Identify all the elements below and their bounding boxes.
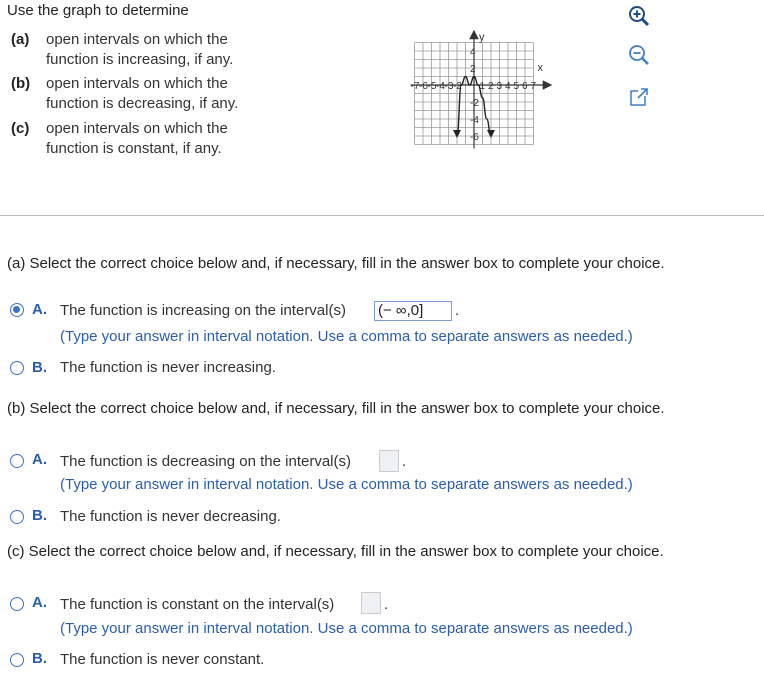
x-tick-label: -6 bbox=[419, 81, 428, 92]
popout-button[interactable] bbox=[628, 86, 650, 108]
y-tick-label: 4 bbox=[470, 47, 476, 58]
part-a-desc bbox=[46, 30, 233, 70]
part-b-prompt: (b) Select the correct choice below and, if necessary, fill in the answer box to complete your choice. bbox=[7, 400, 665, 417]
zoom-out-icon bbox=[628, 44, 650, 66]
x-tick-label: -4 bbox=[436, 81, 445, 92]
x-tick-label: -3 bbox=[444, 81, 454, 92]
x-tick-label: 2 bbox=[488, 81, 494, 92]
zoom-out-button[interactable] bbox=[628, 44, 650, 66]
part-b-line2: function is decreasing, if any. bbox=[46, 95, 239, 112]
part-c-option-a-radio[interactable] bbox=[10, 597, 24, 611]
y-axis-label: y bbox=[479, 31, 485, 44]
curve-left-arrow bbox=[453, 130, 461, 138]
part-c-option-b-letter: B. bbox=[32, 650, 47, 667]
part-c-line1: open intervals on which the bbox=[46, 120, 228, 137]
part-a-option-b-text: The function is never increasing. bbox=[60, 359, 276, 376]
part-b-desc bbox=[46, 74, 238, 114]
part-c-option-a-text: The function is constant on the interval(s) bbox=[60, 596, 335, 613]
part-b-option-b-radio[interactable] bbox=[10, 510, 24, 524]
part-b-option-a-hint: (Type your answer in interval notation. Use a comma to separate answers as needed.) bbox=[60, 476, 633, 493]
function-graph bbox=[360, 0, 620, 160]
part-b-option-a-radio[interactable] bbox=[10, 454, 24, 468]
part-c-option-b-text: The function is never constant. bbox=[60, 651, 265, 668]
x-tick-label: 7 bbox=[530, 81, 537, 92]
y-tick-label: 2 bbox=[470, 64, 476, 75]
instruction-text: Use the graph to determine bbox=[7, 2, 189, 19]
y-tick-label: -6 bbox=[470, 132, 479, 143]
part-a-option-a-radio[interactable] bbox=[10, 303, 24, 317]
x-tick-label: -2 bbox=[453, 81, 462, 92]
part-b-option-b-text: The function is never decreasing. bbox=[60, 508, 281, 525]
x-tick-label: -7 bbox=[410, 81, 420, 92]
part-b-option-a-period: . bbox=[402, 453, 407, 470]
x-tick-label: 5 bbox=[513, 81, 520, 92]
part-a-line1: open intervals on which the bbox=[46, 31, 228, 48]
part-a-option-a-letter: A. bbox=[32, 301, 47, 318]
y-tick-label: -2 bbox=[470, 98, 479, 109]
part-a-label: (a) bbox=[11, 31, 30, 48]
part-a-option-b-letter: B. bbox=[32, 359, 47, 376]
part-a-prompt: (a) Select the correct choice below and, if necessary, fill in the answer box to complete your choice. bbox=[7, 255, 665, 272]
x-axis-label: x bbox=[537, 62, 543, 74]
part-c-line2: function is constant, if any. bbox=[46, 140, 222, 157]
part-a-line2: function is increasing, if any. bbox=[46, 51, 234, 68]
y-tick-label: -4 bbox=[470, 115, 479, 126]
part-a-option-a-period: . bbox=[455, 302, 460, 319]
part-b-answer-input[interactable] bbox=[379, 450, 399, 472]
part-c-answer-input[interactable] bbox=[361, 592, 381, 614]
part-a-answer-input[interactable]: (− ∞,0] bbox=[374, 301, 452, 321]
part-c-option-a-hint: (Type your answer in interval notation. Use a comma to separate answers as needed.) bbox=[60, 620, 633, 637]
part-b-option-a-text: The function is decreasing on the interval(s) bbox=[60, 453, 351, 470]
part-b-item bbox=[11, 74, 30, 94]
x-tick-label: -5 bbox=[427, 81, 437, 92]
part-c-item bbox=[11, 119, 29, 139]
part-c-desc bbox=[46, 119, 228, 159]
part-a-item bbox=[11, 30, 29, 50]
zoom-in-button[interactable] bbox=[628, 5, 650, 27]
part-a-option-a-hint: (Type your answer in interval notation. Use a comma to separate answers as needed.) bbox=[60, 328, 633, 345]
part-c-option-a-letter: A. bbox=[32, 594, 47, 611]
part-b-line1: open intervals on which the bbox=[46, 75, 228, 92]
part-c-option-b-radio[interactable] bbox=[10, 653, 24, 667]
x-tick-label: 4 bbox=[505, 81, 511, 92]
popout-icon bbox=[628, 86, 650, 108]
zoom-in-icon bbox=[628, 5, 650, 27]
part-c-label: (c) bbox=[11, 120, 30, 137]
x-tick-label: 1 bbox=[479, 81, 486, 92]
part-c-option-a-period: . bbox=[384, 596, 389, 613]
part-b-option-b-letter: B. bbox=[32, 507, 47, 524]
section-divider bbox=[0, 215, 764, 216]
part-b-label: (b) bbox=[11, 75, 31, 92]
x-tick-label: 6 bbox=[522, 81, 528, 92]
x-tick-label: 3 bbox=[496, 81, 503, 92]
part-b-option-a-letter: A. bbox=[32, 451, 47, 468]
curve-right-arrow bbox=[487, 130, 495, 138]
part-c-prompt: (c) Select the correct choice below and, if necessary, fill in the answer box to complete your choice. bbox=[7, 543, 664, 560]
part-a-option-a-text: The function is increasing on the interval(s) bbox=[60, 302, 346, 319]
part-a-option-b-radio[interactable] bbox=[10, 361, 24, 375]
